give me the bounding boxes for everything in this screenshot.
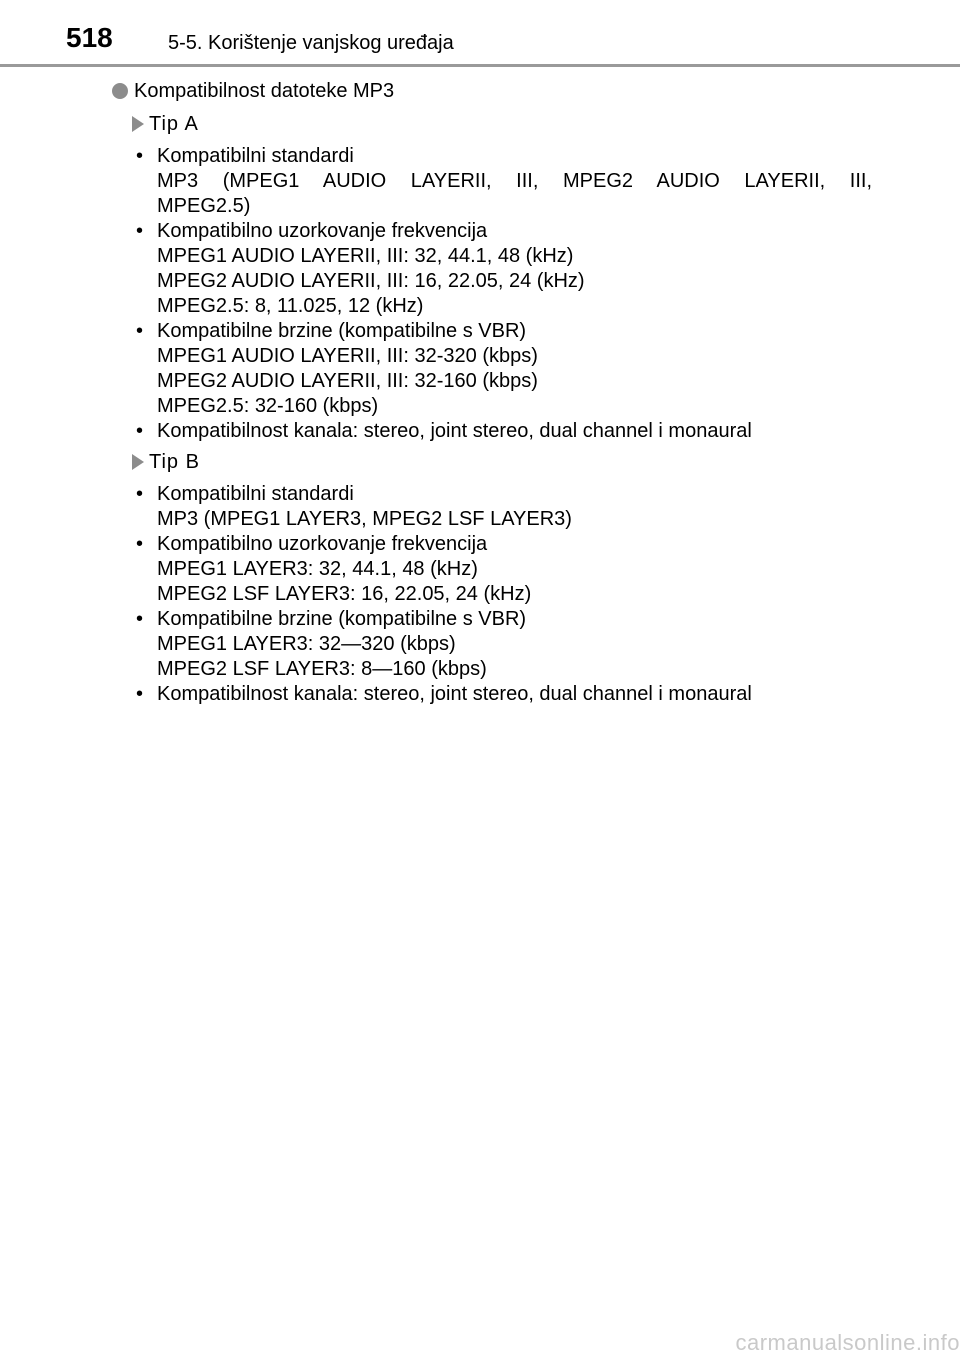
list-bullet: • [136,608,144,630]
list-item [112,482,872,532]
item-line: MPEG2 LSF LAYER3: 8—160 (kbps) [157,658,487,680]
item-title: Kompatibilno uzorkovanje frekvencija [157,220,488,242]
item-title: Kompatibilnost kanala: stereo, joint stereo, dual channel i monaural [157,683,752,705]
main-content [112,76,872,707]
triangle-right-icon [132,454,144,470]
tip-b-heading [132,449,872,475]
bullet-circle-icon [112,83,128,99]
item-title: Kompatibilno uzorkovanje frekvencija [157,533,488,555]
tip-a-heading [132,111,872,137]
list-item [112,532,872,607]
list-item [112,682,872,707]
item-line: MPEG1 LAYER3: 32, 44.1, 48 (kHz) [157,558,478,580]
item-line: MPEG2 AUDIO LAYERII, III: 32-160 (kbps) [157,370,538,392]
tip-b-label: Tip B [149,450,200,473]
header-divider [0,64,960,67]
item-title: Kompatibilne brzine (kompatibilne s VBR) [157,608,527,630]
list-bullet: • [136,420,144,442]
section-heading [112,76,872,106]
item-line: MPEG2.5) [157,195,251,217]
list-bullet: • [136,533,144,555]
item-line: MP3 (MPEG1 LAYER3, MPEG2 LSF LAYER3) [157,508,572,530]
item-line: MPEG1 LAYER3: 32—320 (kbps) [157,633,456,655]
tip-a-list [112,144,872,444]
list-bullet: • [136,483,144,505]
item-title: Kompatibilni standardi [157,483,354,505]
item-title: Kompatibilnost kanala: stereo, joint stereo, dual channel i monaural [157,420,752,442]
list-item [112,319,872,419]
section-heading-text: Kompatibilnost datoteke MP3 [134,79,395,102]
tip-b-list [112,482,872,707]
item-line: MPEG2.5: 32-160 (kbps) [157,395,379,417]
item-title: Kompatibilni standardi [157,145,354,167]
list-item [112,144,872,219]
triangle-right-icon [132,116,144,132]
list-item [112,607,872,682]
watermark: carmanualsonline.info [735,1330,960,1355]
item-title: Kompatibilne brzine (kompatibilne s VBR) [157,320,527,342]
section-title: 5-5. Korištenje vanjskog uređaja [168,32,454,54]
list-bullet: • [136,320,144,342]
list-item [112,219,872,319]
list-item [112,419,872,444]
list-bullet: • [136,683,144,705]
page-number: 518 [66,22,113,53]
list-bullet: • [136,145,144,167]
item-line: MPEG2.5: 8, 11.025, 12 (kHz) [157,295,424,317]
list-bullet: • [136,220,144,242]
page-header [0,0,960,64]
item-line: MPEG2 AUDIO LAYERII, III: 16, 22.05, 24 (kHz) [157,270,585,292]
item-line: MPEG2 LSF LAYER3: 16, 22.05, 24 (kHz) [157,583,532,605]
item-line: MP3 (MPEG1 AUDIO LAYERII, III, MPEG2 AUDIO LAYERII, III, [157,170,872,192]
item-line: MPEG1 AUDIO LAYERII, III: 32-320 (kbps) [157,345,538,367]
item-line: MPEG1 AUDIO LAYERII, III: 32, 44.1, 48 (kHz) [157,245,574,267]
tip-a-label: Tip A [149,112,199,135]
